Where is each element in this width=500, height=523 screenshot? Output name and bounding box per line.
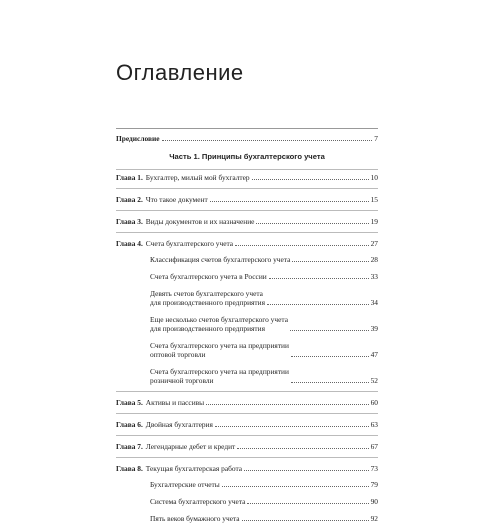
divider: [116, 188, 378, 189]
toc-entry-chapter-5[interactable]: [116, 398, 378, 407]
leader-dots: [256, 223, 368, 224]
subentry-title-line2: для производственного предприятия: [150, 298, 266, 307]
subentry-title-line2: розничной торговли: [150, 376, 214, 385]
toc-page-number: 19: [370, 217, 378, 226]
subentry-title: Система бухгалтерского учета: [150, 497, 246, 506]
chapter-title: Текущая бухгалтерская работа: [145, 464, 243, 473]
divider: [116, 413, 378, 414]
part-heading: Часть 1. Принципы бухгалтерского учета: [169, 152, 325, 161]
subentry-title-line1: Еще несколько счетов бухгалтерского учета: [150, 315, 288, 324]
chapter-number: Глава 7.: [116, 442, 143, 451]
leader-dots: [247, 503, 368, 504]
toc-subentry[interactable]: [116, 341, 378, 359]
toc-page-number: 73: [370, 464, 378, 473]
toc-page-number: 28: [370, 255, 378, 264]
chapter-title: Виды документов и их назначение: [145, 217, 255, 226]
chapter-number: Глава 4.: [116, 239, 143, 248]
chapter-title: Легендарные дебет и кредит: [145, 442, 236, 451]
toc-page-number: 33: [370, 272, 378, 281]
toc-subentry[interactable]: [116, 289, 378, 307]
divider: [116, 435, 378, 436]
leader-dots: [290, 330, 369, 331]
toc-page-number: 47: [370, 350, 378, 359]
subentry-title-line1: Счета бухгалтерского учета на предприятии: [150, 367, 289, 376]
subentry-title: [150, 367, 289, 385]
chapter-number: Глава 6.: [116, 420, 143, 429]
leader-dots: [291, 382, 369, 383]
subentry-title: [150, 315, 288, 333]
subentry-title: Пять веков бумажного учета: [150, 514, 240, 523]
toc-entry-chapter-3[interactable]: [116, 217, 378, 226]
subentry-title: Счета бухгалтерского учета в России: [150, 272, 267, 281]
toc-page-number: 34: [370, 298, 378, 307]
toc-entry-chapter-1[interactable]: [116, 173, 378, 182]
subentry-title: Классификация счетов бухгалтерского учета: [150, 255, 291, 264]
chapter-title: Что такое документ: [145, 195, 208, 204]
toc-page-number: 67: [370, 442, 378, 451]
toc-page-number: 90: [370, 497, 378, 506]
divider: [116, 169, 378, 170]
leader-dots: [292, 261, 368, 262]
page-title: Оглавление: [116, 60, 244, 85]
leader-dots: [162, 140, 373, 141]
leader-dots: [269, 278, 369, 279]
subentry-title-line2: оптовой торговли: [150, 350, 206, 359]
subentry-title: [150, 341, 289, 359]
divider: [116, 232, 378, 233]
chapter-title: Активы и пассивы: [145, 398, 205, 407]
toc-entry-chapter-4[interactable]: [116, 239, 378, 248]
subentry-title: Бухгалтерские отчеты: [150, 480, 220, 489]
toc-page-number: 52: [370, 376, 378, 385]
table-of-contents: [116, 128, 378, 523]
toc-page-number: 15: [370, 195, 378, 204]
toc-entry-chapter-2[interactable]: [116, 195, 378, 204]
leader-dots: [244, 470, 369, 471]
leader-dots: [210, 201, 369, 202]
leader-dots: [252, 179, 369, 180]
leader-dots: [215, 426, 369, 427]
toc-entry-label: Предисловие: [116, 134, 160, 143]
toc-subentry[interactable]: [116, 272, 378, 281]
toc-entry-chapter-6[interactable]: [116, 420, 378, 429]
leader-dots: [235, 245, 369, 246]
chapter-number: Глава 3.: [116, 217, 143, 226]
subentry-title-line1: Девять счетов бухгалтерского учета: [150, 289, 263, 298]
toc-page-number: 60: [370, 398, 378, 407]
toc-subentry[interactable]: [116, 497, 378, 506]
chapter-number: Глава 1.: [116, 173, 143, 182]
subentry-title-line1: Счета бухгалтерского учета на предприятии: [150, 341, 289, 350]
toc-subentry[interactable]: [116, 255, 378, 264]
chapter-number: Глава 8.: [116, 464, 143, 473]
divider: [116, 457, 378, 458]
subentry-title: [150, 289, 265, 307]
chapter-title: Бухгалтер, милый мой бухгалтер: [145, 173, 250, 182]
toc-subentry[interactable]: [116, 514, 378, 523]
leader-dots: [291, 356, 369, 357]
leader-dots: [267, 304, 369, 305]
leader-dots: [237, 448, 368, 449]
chapter-number: Глава 2.: [116, 195, 143, 204]
chapter-title: Двойная бухгалтерия: [145, 420, 213, 429]
toc-subentry[interactable]: [116, 315, 378, 333]
toc-page-number: 27: [370, 239, 378, 248]
toc-page-number: 7: [374, 134, 378, 143]
subentry-title-line2: для производственного предприятия: [150, 324, 266, 333]
toc-page-number: 79: [370, 480, 378, 489]
leader-dots: [222, 486, 369, 487]
toc-entry-chapter-8[interactable]: [116, 464, 378, 473]
toc-page-number: 10: [370, 173, 378, 182]
toc-page-number: 63: [370, 420, 378, 429]
chapter-number: Глава 5.: [116, 398, 143, 407]
chapter-title: Счета бухгалтерского учета: [145, 239, 234, 248]
toc-page-number: 39: [370, 324, 378, 333]
toc-page-number: 92: [370, 514, 378, 523]
leader-dots: [206, 404, 368, 405]
toc-entry-chapter-7[interactable]: [116, 442, 378, 451]
divider: [116, 210, 378, 211]
toc-subentry[interactable]: [116, 480, 378, 489]
toc-entry-preface[interactable]: [116, 134, 378, 143]
leader-dots: [242, 520, 369, 521]
divider: [116, 128, 378, 129]
divider: [116, 391, 378, 392]
toc-subentry[interactable]: [116, 367, 378, 385]
